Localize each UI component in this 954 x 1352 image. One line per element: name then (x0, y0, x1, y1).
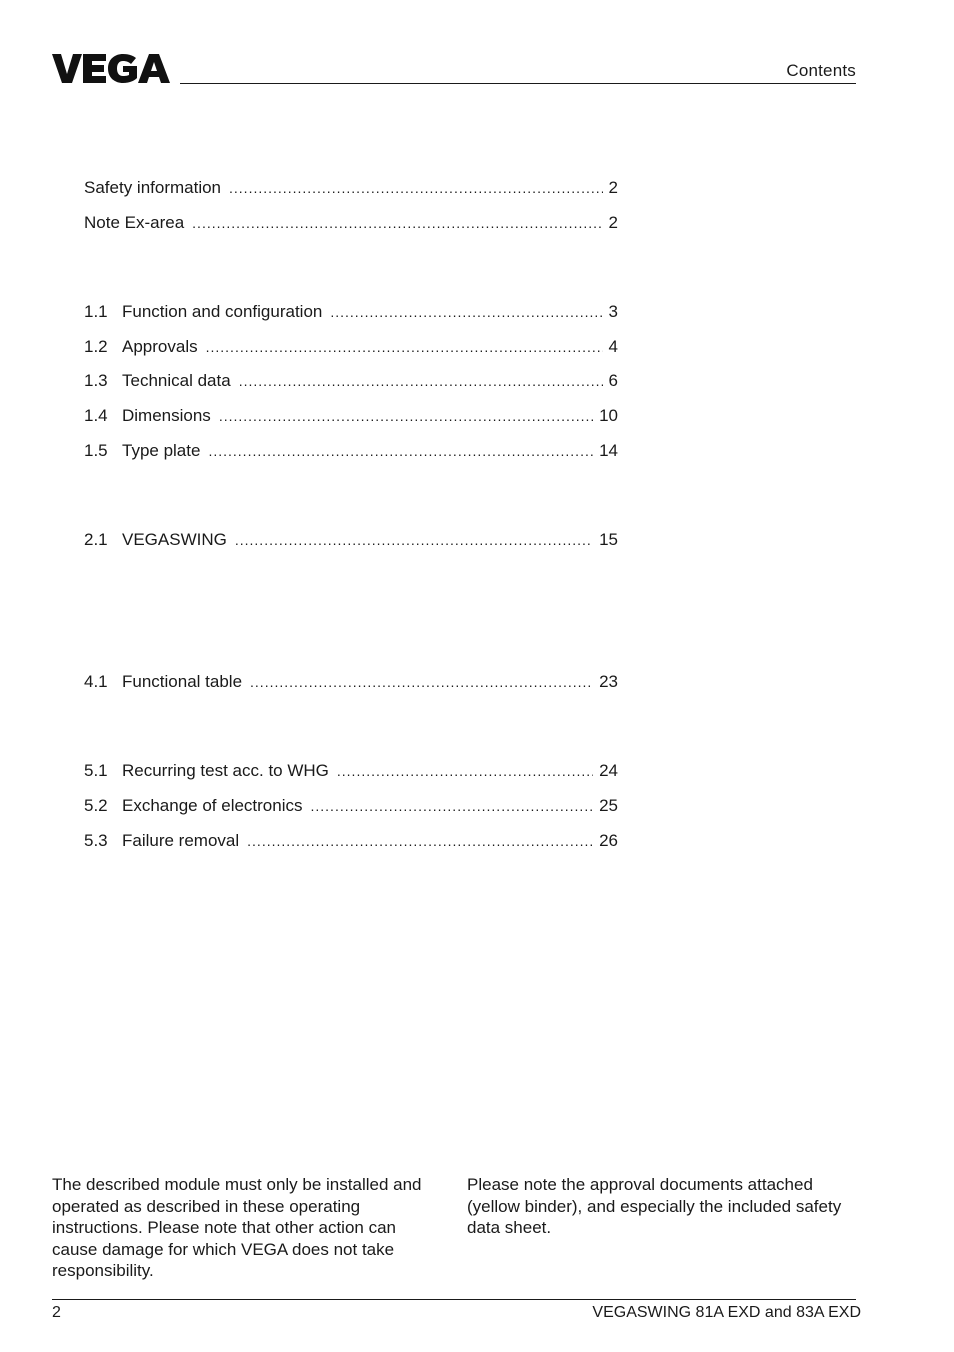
toc-dot-leader (192, 215, 602, 231)
footer-product-name: VEGASWING 81A EXD and 83A EXD (592, 1304, 861, 1321)
toc-entry-page: 25 (599, 796, 618, 815)
toc-entry-title: VEGASWING (122, 530, 227, 549)
toc-entry-page: 2 (608, 178, 618, 197)
toc-entry-title: Safety information (84, 178, 222, 197)
footer-page-number: 2 (52, 1304, 61, 1321)
disclaimer-note: The described module must only be installed and operated as described in these operating instructions. Please note that other action can cause damage for which VEGA does not take responsibility. (52, 1175, 422, 1281)
toc-entry (84, 302, 618, 324)
footer-rule (52, 1299, 856, 1300)
toc-entry (84, 441, 618, 463)
toc-entry-title: Approvals (122, 337, 198, 356)
toc-entry-title: Failure removal (122, 831, 240, 850)
toc-dot-leader (337, 763, 593, 779)
toc-entry-title: Functional table (122, 672, 243, 691)
toc-entry (84, 672, 618, 694)
toc-entry-page: 15 (599, 530, 618, 549)
toc-entry-page: 2 (608, 213, 618, 232)
toc-dot-leader (219, 408, 593, 424)
toc-dot-leader (311, 798, 594, 814)
toc-dot-leader (235, 532, 593, 548)
toc-entry-page: 6 (608, 371, 618, 390)
toc-entry-title: Technical data (122, 371, 231, 390)
toc-entry-number: 2.1 (84, 530, 108, 549)
header-rule (180, 83, 856, 84)
toc-entry-page: 23 (599, 672, 618, 691)
toc-entry-page: 3 (608, 302, 618, 321)
toc-entry-number: 5.3 (84, 831, 108, 850)
toc-entry-title: Dimensions (122, 406, 211, 425)
toc-entry-number: 1.5 (84, 441, 108, 460)
vega-logo (52, 52, 172, 86)
toc-entry-page: 14 (599, 441, 618, 460)
toc-dot-leader (239, 373, 603, 389)
toc-entry (84, 796, 618, 818)
toc-entry-number: 4.1 (84, 672, 108, 691)
toc-dot-leader (250, 674, 593, 690)
toc-entry-title: Recurring test acc. to WHG (122, 761, 329, 780)
section-title: Contents (786, 61, 856, 80)
toc-entry-title: Function and configuration (122, 302, 323, 321)
toc-entry (84, 178, 618, 200)
toc-entry-number: 5.1 (84, 761, 108, 780)
toc-entry-title: Note Ex-area (84, 213, 185, 232)
approval-note: Please note the approval documents attached (yellow binder), and especially the included safety data sheet. (467, 1175, 842, 1238)
toc-entry (84, 371, 618, 393)
toc-entry-title: Type plate (122, 441, 201, 460)
toc-entry (84, 337, 618, 359)
toc-dot-leader (208, 443, 593, 459)
toc-entry-number: 5.2 (84, 796, 108, 815)
toc-entry-page: 4 (608, 337, 618, 356)
toc-entry-title: Exchange of electronics (122, 796, 303, 815)
toc-entry-number: 1.3 (84, 371, 108, 390)
toc-entry (84, 530, 618, 552)
toc-entry-number: 1.4 (84, 406, 108, 425)
toc-dot-leader (330, 304, 602, 320)
toc-dot-leader (247, 833, 593, 849)
toc-entry-page: 26 (599, 831, 618, 850)
toc-entry-page: 10 (599, 406, 618, 425)
toc-entry (84, 406, 618, 428)
toc-dot-leader (206, 339, 603, 355)
toc-dot-leader (229, 180, 603, 196)
toc-entry (84, 761, 618, 783)
toc-entry-page: 24 (599, 761, 618, 780)
toc-entry (84, 831, 618, 853)
toc-entry (84, 213, 618, 235)
toc-entry-number: 1.2 (84, 337, 108, 356)
toc-entry-number: 1.1 (84, 302, 108, 321)
